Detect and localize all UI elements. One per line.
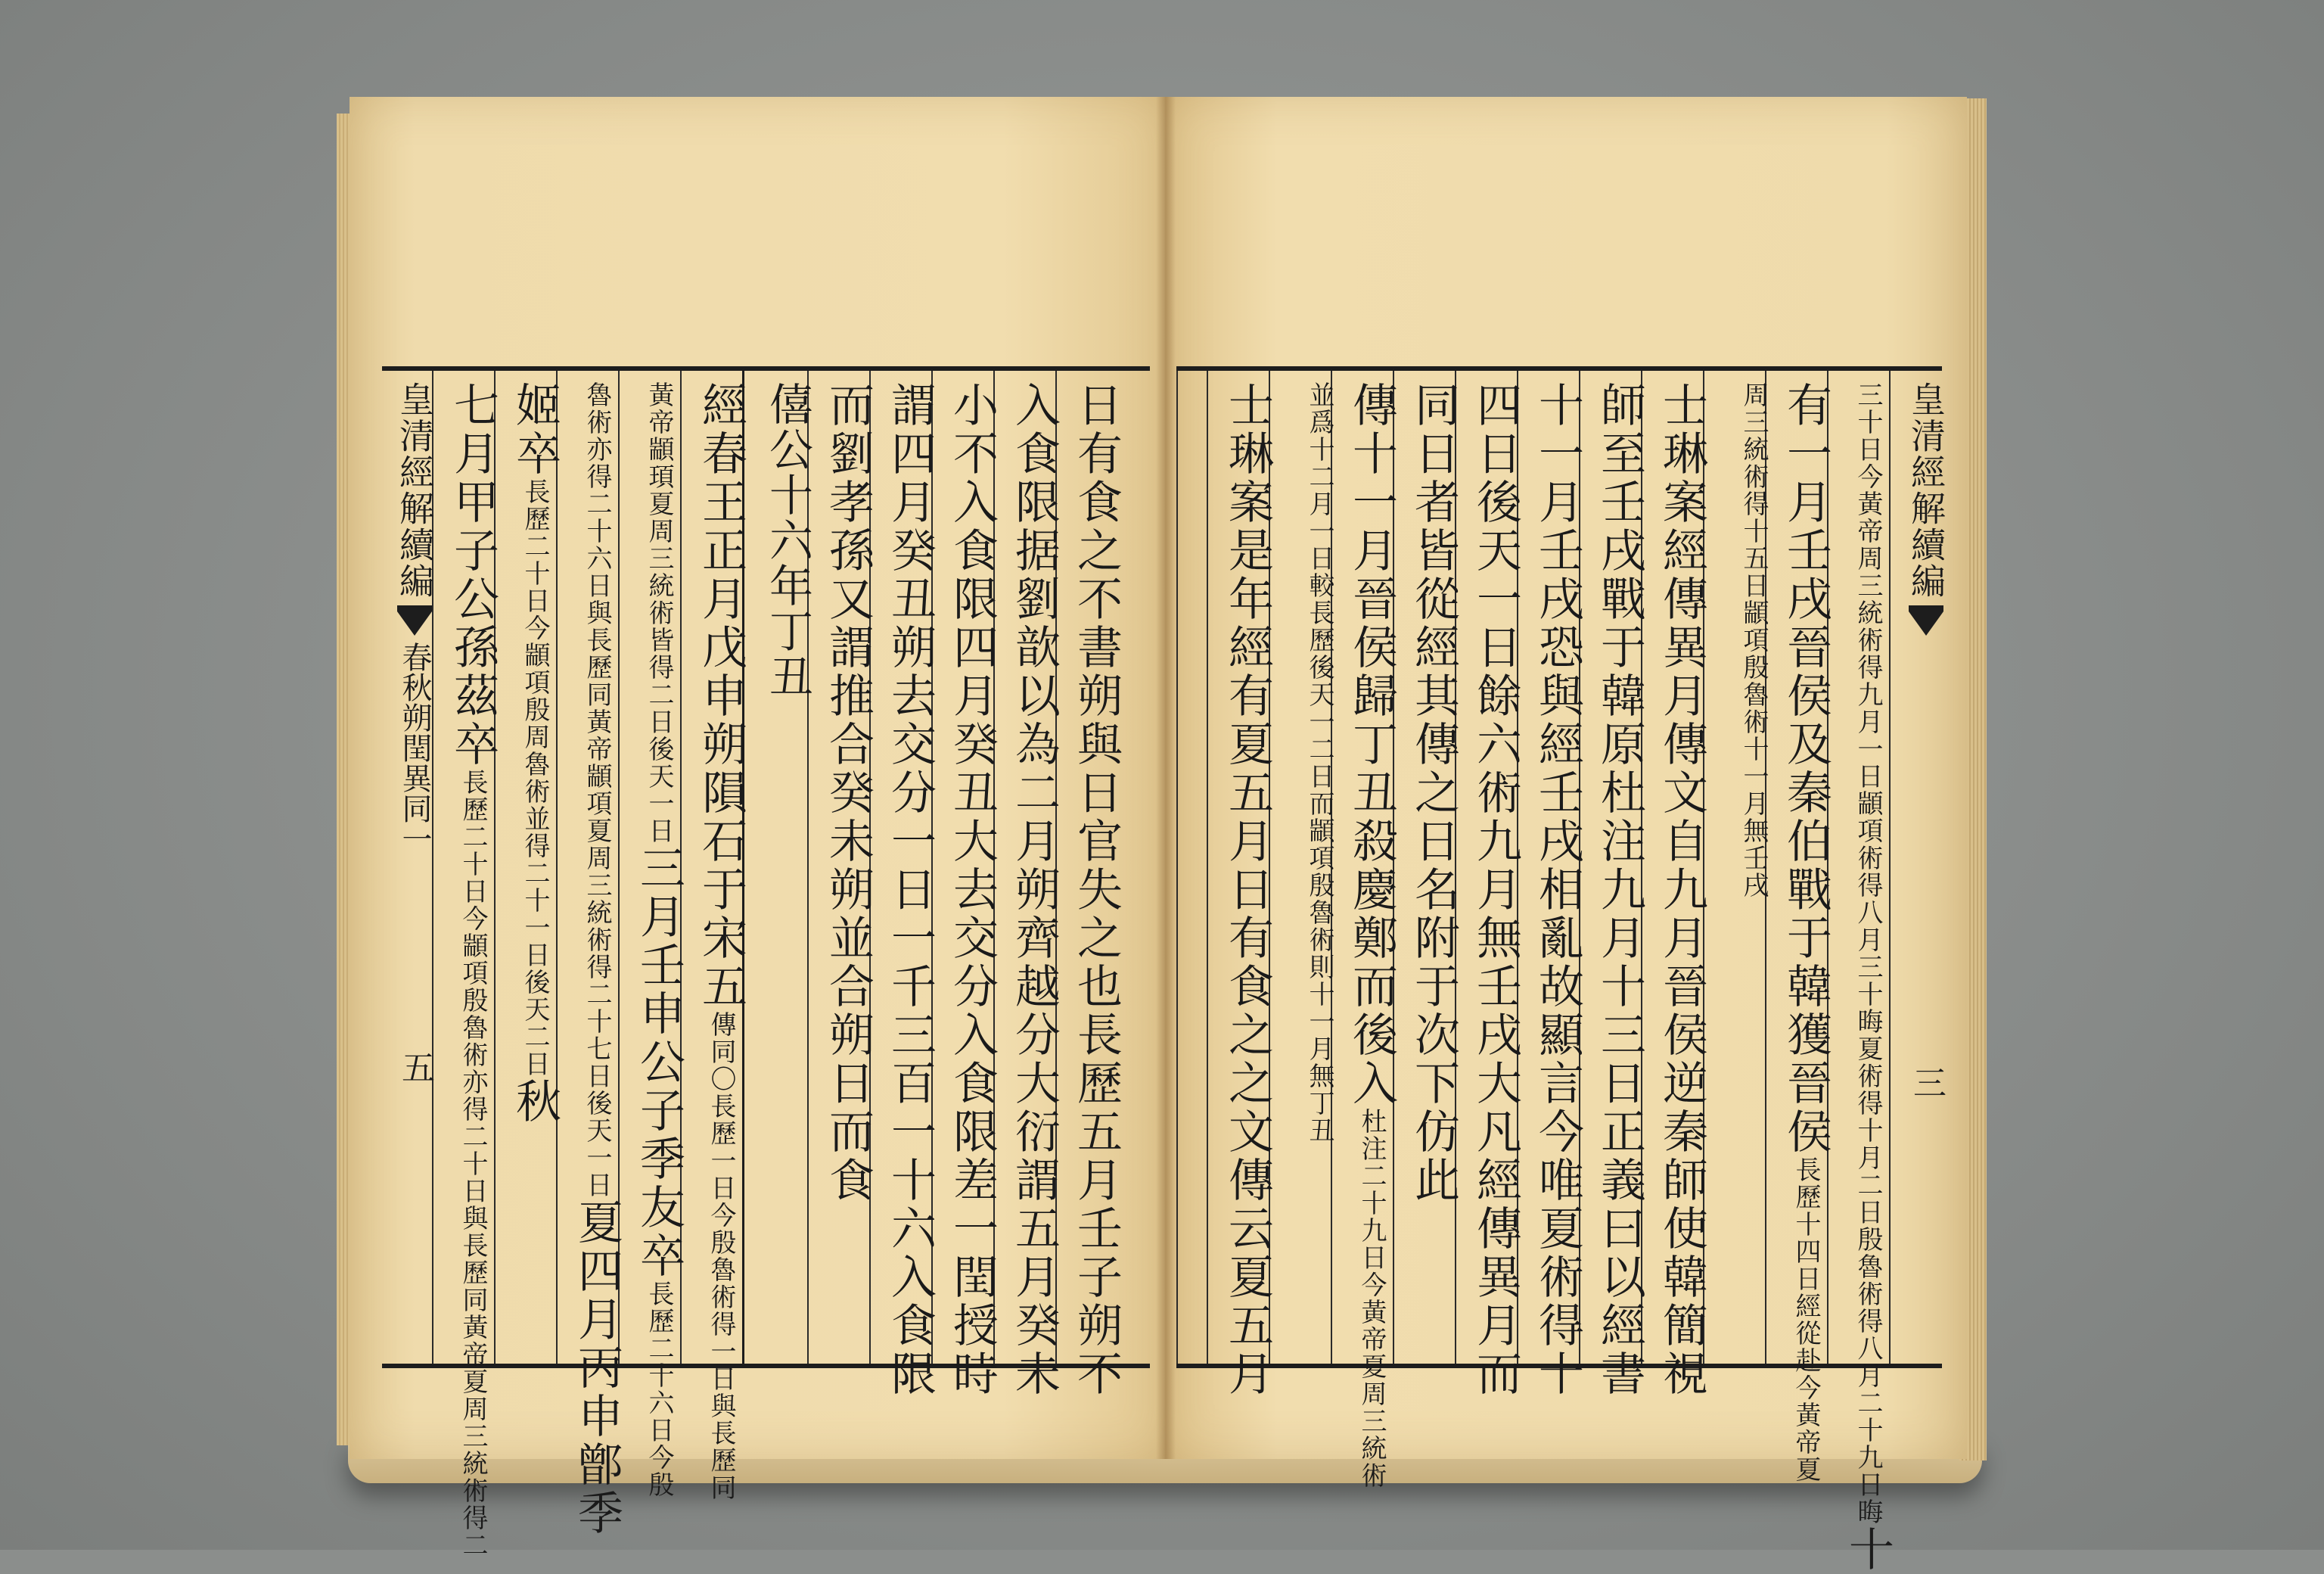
column-text: 而劉孝孫又謂推合癸未朔並合朔日而食: [822, 381, 875, 1205]
fishtail-mark-icon: [1909, 605, 1943, 636]
column-note: 魯術亦得二十六日與長歷同黃帝顓項夏周三統術得二十七日後天一日: [582, 381, 612, 1199]
column-note: 長歷十四日經從赴今黃帝夏: [1791, 1156, 1821, 1483]
left-text-column-4: [869, 371, 937, 1398]
right-text-column-11: [1207, 371, 1274, 1398]
left-text-column-2: [993, 371, 1061, 1398]
right-text-column-3: [1703, 371, 1769, 1364]
column-text: 姬卒: [508, 381, 561, 478]
column-text: 三月壬申公子季友卒: [632, 845, 685, 1280]
column-note: 並爲十二月一日較長歷後天一二日而顓項殷魯術則十一月無丁丑: [1304, 381, 1334, 1144]
right-text-column-1: [1827, 371, 1894, 1574]
right-empty-column: [1176, 371, 1208, 1364]
column-text: 秋: [508, 1078, 561, 1126]
right-margin-column: [1889, 371, 1947, 1364]
column-note: 周三統術得十五日顓項殷魯術十一月無壬戌: [1738, 381, 1769, 899]
right-text-column-9: [1331, 371, 1398, 1489]
column-text: 七月甲子公孫茲卒: [446, 381, 499, 769]
left-text-column-3: [931, 371, 999, 1398]
right-text-frame: [1176, 366, 1947, 1574]
right-text-column-6: [1517, 371, 1584, 1398]
left-margin-column: [382, 371, 435, 1364]
column-text: 四日後天一日餘六術九月無壬戌大凡經傳異月而: [1469, 381, 1522, 1398]
column-note: 黃帝顓頊夏周三統術皆得二日後天一日: [644, 381, 674, 845]
left-note-column-3: [556, 371, 623, 1538]
right-text-column-2: [1765, 371, 1832, 1483]
book-gutter: [1156, 97, 1176, 1459]
right-text-column-5: [1579, 371, 1646, 1398]
margin-title: 皇清經解續編: [394, 381, 435, 599]
column-text: 傳十一月晉侯歸丁丑殺慶鄭而後入: [1345, 381, 1398, 1108]
column-note: 長歷二十日今顓項殷魯術亦得二十日與長歷同黃帝夏周三統術得二: [458, 769, 488, 1559]
column-text: 師至壬戌戰于韓原杜注九月十三日正義曰以經書: [1593, 381, 1646, 1398]
column-text: 日有食之不書朔與日官失之也長歷五月壬子朔不: [1070, 381, 1123, 1398]
column-text: 士琳案是年經有夏五月日有食之之文傳云夏五月: [1221, 381, 1274, 1398]
column-text: 夏四月丙申鄫季: [570, 1199, 623, 1538]
column-text: 入食限据劉歆以為二月朔齊越分大衍謂五月癸未: [1008, 381, 1061, 1398]
left-note-column-2: [618, 371, 685, 1498]
column-text: 十一月壬戌恐與經壬戌相亂故顯言今唯夏術得十: [1531, 381, 1584, 1398]
column-note: 長歷二十日今顓項殷周魯術並得二十一日後天二日: [520, 478, 550, 1078]
column-note: 傳同〇長歷一日今殷魯術得一日與長歷同: [706, 1011, 736, 1501]
left-text-column-5: [807, 371, 875, 1364]
column-text: 有一月壬戌晉侯及秦伯戰于韓獲晉侯: [1779, 381, 1832, 1156]
column-text: 士琳案經傳異月傳文自九月晉侯逆秦師使韓簡視: [1655, 381, 1708, 1398]
page-number: 五: [396, 1050, 434, 1084]
right-text-column-10: [1269, 371, 1332, 1364]
column-text: 小不入食限四月癸丑大去交分入食限差一閏授時: [946, 381, 999, 1398]
left-text-column-1: [1055, 371, 1123, 1398]
column-note: 長歷二十六日今殷: [644, 1280, 674, 1498]
left-note-column-4: [494, 371, 561, 1364]
fishtail-mark-icon: [397, 605, 432, 636]
left-note-column-1: [680, 371, 747, 1501]
column-text: 經春王正月戊申朔隕石于宋五: [694, 381, 747, 1011]
right-text-column-7: [1455, 371, 1522, 1398]
column-text: 同日者皆從經其傳之日名附于次下仿此: [1407, 381, 1460, 1205]
column-text: 謂四月癸丑朔去交分一日一千三百一十六入食限: [884, 381, 937, 1398]
right-text-column-8: [1393, 371, 1460, 1364]
page-number: 三: [1907, 1065, 1946, 1099]
column-note: 三十日今黃帝周三統術得九月一日顓項術得八月三十晦夏術得十月二日殷魯術得八月二十九日晦: [1853, 381, 1883, 1526]
margin-title: 皇清經解續編: [1906, 381, 1947, 599]
margin-section-title: 春秋朔閏異同一: [397, 642, 432, 854]
section-title: 僖公十六年丁丑: [762, 381, 813, 699]
left-section-title-column: [742, 371, 813, 1364]
column-text: 十: [1841, 1526, 1894, 1574]
left-note-column-5: [432, 371, 499, 1559]
right-text-column-4: [1641, 371, 1708, 1398]
column-note: 杜注二十九日今黃帝夏周三統術: [1356, 1108, 1387, 1489]
left-text-frame: [382, 366, 1150, 1559]
